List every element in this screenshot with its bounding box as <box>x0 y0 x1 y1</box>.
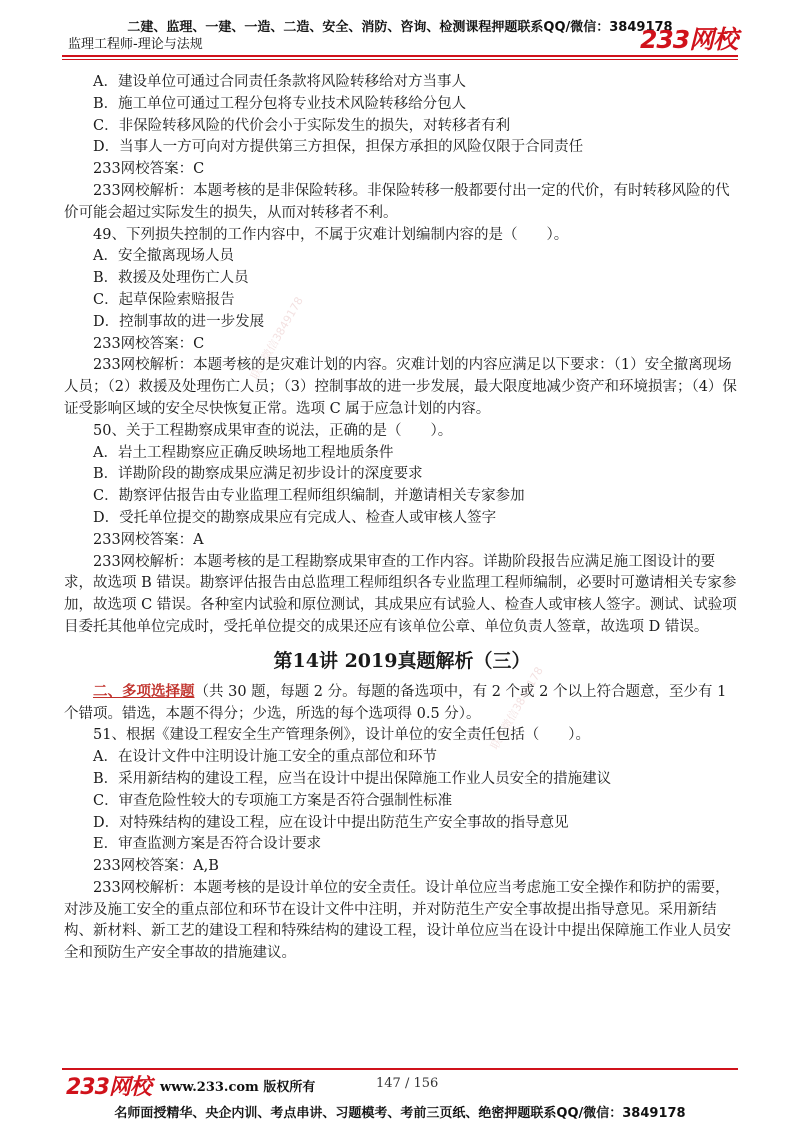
watermark-2: 联系微信3849178 <box>488 664 546 752</box>
option-d: D．对特殊结构的建设工程，应在设计中提出防范生产安全事故的指导意见 <box>93 814 569 831</box>
watermark-1: 联系微信3849178 <box>248 294 306 382</box>
option-c: C．非保险转移风险的代价会小于实际发生的损失，对转移者有利 <box>93 117 511 134</box>
header-divider <box>62 55 738 60</box>
section-label: 二、多项选择题 <box>93 682 195 700</box>
option-e: E．审查监测方案是否符合设计要求 <box>93 836 322 853</box>
page-number: 147 / 156 <box>376 1076 439 1091</box>
section-intro <box>64 681 740 726</box>
footer-divider <box>62 1068 738 1070</box>
option-a: A．建设单位可通过合同责任条款将风险转移给对方当事人 <box>93 74 466 90</box>
answer: 233网校答案：A <box>93 531 204 548</box>
footer-logo: 233网校 <box>66 1075 151 1100</box>
option-a: A．在设计文件中注明设计施工安全的重点部位和环节 <box>93 749 437 766</box>
footer-copyright: www.233.com 版权所有 <box>160 1080 316 1095</box>
section-description: （共 30 题，每题 2 分。每题的备选项中，有 2 个或 2 个以上符合题意，至少有 1 个错项。错选，本题不得分；少选，所选的每个选项得 0.5 分）。 <box>64 683 727 722</box>
option-d: D．控制事故的进一步发展 <box>93 313 265 330</box>
option-c: C．起草保险索赔报告 <box>93 291 235 308</box>
answer: 233网校答案：C <box>93 161 205 178</box>
question-51: 51、根据《建设工程安全生产管理条例》，设计单位的安全责任包括（ ）。 <box>93 727 590 744</box>
option-d: D．当事人一方可向对方提供第三方担保，担保方承担的风险仅限于合同责任 <box>93 139 584 156</box>
option-c: C．勘察评估报告由专业监理工程师组织编制，并邀请相关专家参加 <box>93 488 525 505</box>
footer-contact-line: 名师面授精华、央企内训、考点串讲、习题模考、考前三页纸、绝密押题联系QQ/微信：3849178 <box>114 1106 686 1121</box>
answer: 233网校答案：C <box>93 335 205 352</box>
explanation: 233网校解析：本题考核的是工程勘察成果审查的工作内容。详勘阶段报告应满足施工图设计的要求，故选项 B 错误。勘察评估报告由总监理工程师组织各专业监理工程师编制，必要时可邀请相关专家参加，故选项 C 错误。各种室内试验和原位测试，其成果应有试验人、检查人或审核人签字。测试、试验项目委托其他单位完成时，受托单位提交的成果还应有该单位公章、单位负责人签章，故选项 D 错误。 <box>64 553 737 635</box>
option-a: A．岩土工程勘察应正确反映场地工程地质条件 <box>93 444 394 461</box>
header-logo: 233网校 <box>640 25 738 54</box>
question-49: 49、下列损失控制的工作内容中，不属于灾难计划编制内容的是（ ）。 <box>93 226 569 243</box>
option-c: C．审查危险性较大的专项施工方案是否符合强制性标准 <box>93 792 453 809</box>
option-b: B．救援及处理伤亡人员 <box>93 270 249 287</box>
explanation: 233网校解析：本题考核的是设计单位的安全责任。设计单位应当考虑施工安全操作和防护的需要，对涉及施工安全的重点部位和环节在设计文件中注明，并对防范生产安全事故提出指导意见。采用新结构、新材料、新工艺的建设工程和特殊结构的建设工程，设计单位应当在设计中提出保障施工作业人员安全和预防生产安全事故的措施建议。 <box>64 879 731 962</box>
lecture-title: 第14讲 2019真题解析（三） <box>273 649 531 672</box>
answer: 233网校答案：A,B <box>93 858 219 875</box>
explanation: 233网校解析：本题考核的是灾难计划的内容。灾难计划的内容应满足以下要求：（1）安全撤离现场人员；（2）救援及处理伤亡人员；（3）控制事故的进一步发展，最大限度地减少资产和环境损害；（4）保证受影响区域的安全尽快恢复正常。选项 C 属于应急计划的内容。 <box>64 357 737 417</box>
option-a: A．安全撤离现场人员 <box>93 248 234 265</box>
page-content <box>64 72 740 965</box>
option-b: B．施工单位可通过工程分包将专业技术风险转移给分包人 <box>93 95 467 112</box>
header-contact-line: 二建、监理、一建、一造、二造、安全、消防、咨询、检测课程押题联系QQ/微信：3849178 <box>127 20 673 35</box>
option-b: B．采用新结构的建设工程，应当在设计中提出保障施工作业人员安全的措施建议 <box>93 770 612 787</box>
explanation: 233网校解析：本题考核的是非保险转移。非保险转移一般都要付出一定的代价，有时转移风险的代价可能会超过实际发生的损失，从而对转移者不利。 <box>64 182 730 221</box>
option-d: D．受托单位提交的勘察成果应有完成人、检查人或审核人签字 <box>93 509 497 526</box>
option-b: B．详勘阶段的勘察成果应满足初步设计的深度要求 <box>93 466 423 483</box>
question-50: 50、关于工程勘察成果审查的说法，正确的是（ ）。 <box>93 422 453 439</box>
header-subject: 监理工程师-理论与法规 <box>68 37 203 52</box>
